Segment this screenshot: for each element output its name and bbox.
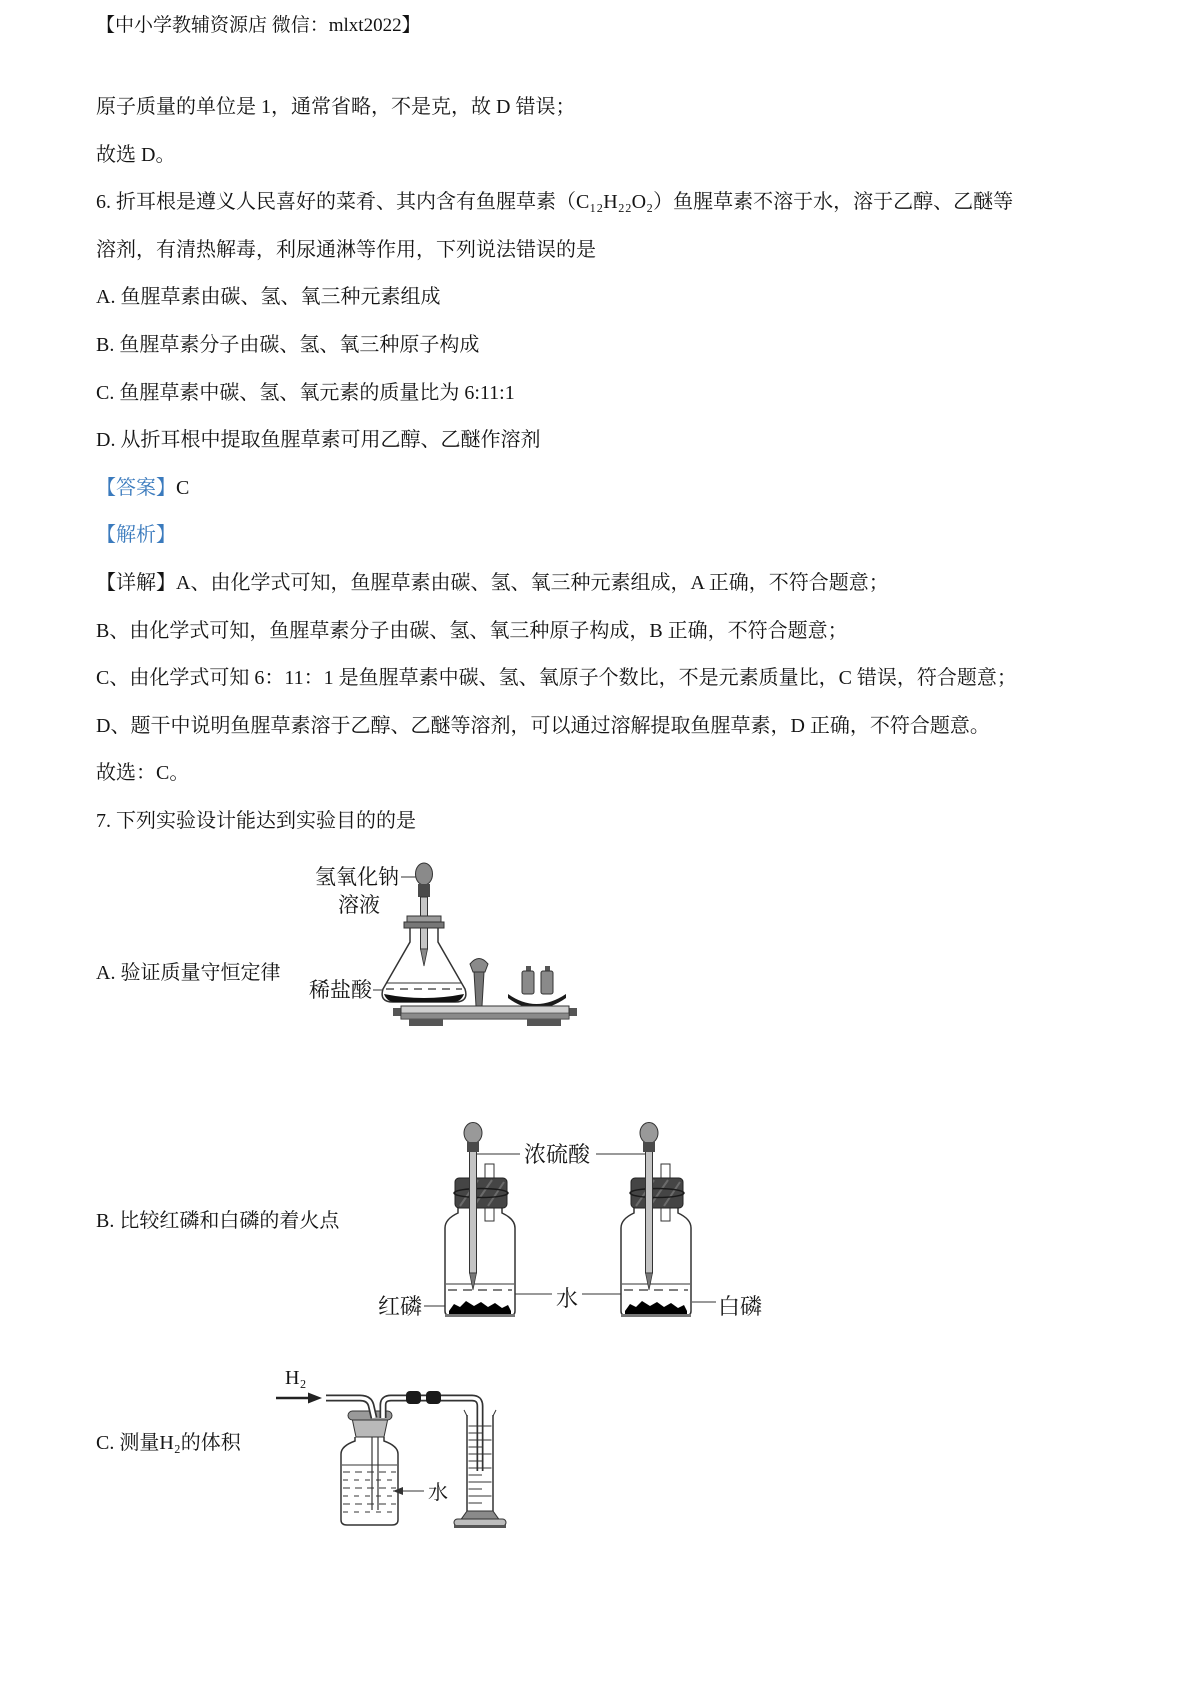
h2-label: H₂ <box>285 1367 307 1389</box>
answer-label: 【答案】 <box>96 476 176 499</box>
dropper-icon <box>416 863 433 966</box>
answer-value: C <box>176 476 190 499</box>
diagram-phosphorus-ignition <box>378 1118 790 1323</box>
water-label: 水 <box>556 1286 579 1311</box>
prev-answer-line-2: 故选 D。 <box>96 143 176 166</box>
q6-stem-line-2: 溶剂，有清热解毒，利尿通淋等作用，下列说法错误的是 <box>96 238 596 261</box>
q6-conclusion: 故选：C。 <box>96 762 190 785</box>
q6-option-d: D. 从折耳根中提取鱼腥草素可用乙醇、乙醚作溶剂 <box>96 429 541 452</box>
hcl-label: 稀盐酸 <box>309 978 372 1002</box>
q6-detail-d: D、题干中说明鱼腥草素溶于乙醇、乙醚等溶剂，可以通过溶解提取鱼腥草素，D 正确，不符合题意。 <box>96 714 990 737</box>
gas-bottle-white-phosphorus-icon <box>621 1123 691 1318</box>
gas-flow-arrow-icon <box>276 1393 322 1404</box>
q6-option-b: B. 鱼腥草素分子由碳、氢、氧三种原子构成 <box>96 333 480 356</box>
gas-bottle-red-phosphorus-icon <box>445 1123 515 1318</box>
diagram-mass-conservation <box>283 856 583 1034</box>
q6-analysis-line <box>96 512 1156 560</box>
tube-connector-icon <box>406 1391 421 1404</box>
q6-detail-c: C、由化学式可知 6：11：1 是鱼腥草素中碳、氢、氧原子个数比，不是元素质量比，C 错误，符合题意； <box>96 667 1017 690</box>
q7-option-b-label: B. 比较红磷和白磷的着火点 <box>96 1210 340 1232</box>
watermark-header: 【中小学教辅资源店 微信：mlxt2022】 <box>96 15 421 36</box>
q7-option-c-label: C. 测量H₂的体积 <box>96 1432 241 1454</box>
naoh-label-line2: 溶液 <box>338 893 380 917</box>
tube-connector-icon <box>426 1391 441 1404</box>
q6-stem-line-1: 6. 折耳根是遵义人民喜好的菜肴、其内含有鱼腥草素（C₁₂H₂₂O₂）鱼腥草素不溶于水，溶于乙醇、乙醚等 <box>96 191 1014 214</box>
red-phosphorus-label: 红磷 <box>378 1294 423 1319</box>
water-label: 水 <box>428 1482 448 1504</box>
analysis-label: 【解析】 <box>96 524 176 547</box>
q6-option-a: A. 鱼腥草素由碳、氢、氧三种元素组成 <box>96 286 441 309</box>
balance-icon <box>393 959 577 1027</box>
naoh-label-line1: 氢氧化钠 <box>315 865 399 889</box>
q7-stem: 7. 下列实验设计能达到实验目的的是 <box>96 809 416 832</box>
q6-option-c: C. 鱼腥草素中碳、氢、氧元素的质量比为 6:11:1 <box>96 381 515 404</box>
q7-option-a-label: A. 验证质量守恒定律 <box>96 962 281 984</box>
weight-icon <box>541 966 553 994</box>
q6-answer-line <box>96 465 1156 513</box>
q6-detail-a: 【详解】A、由化学式可知，鱼腥草素由碳、氢、氧三种元素组成，A 正确，不符合题意； <box>96 571 889 594</box>
main-text-block <box>96 84 1156 846</box>
h2so4-label: 浓硫酸 <box>524 1142 591 1167</box>
diagram-h2-volume <box>248 1358 558 1533</box>
white-phosphorus-label: 白磷 <box>718 1294 763 1319</box>
q6-detail-b: B、由化学式可知，鱼腥草素分子由碳、氢、氧三种原子构成，B 正确，不符合题意； <box>96 619 848 642</box>
weight-icon <box>522 966 534 994</box>
water-bottle-icon <box>341 1437 398 1525</box>
prev-answer-line-1: 原子质量的单位是 1，通常省略，不是克，故 D 错误； <box>96 96 576 118</box>
